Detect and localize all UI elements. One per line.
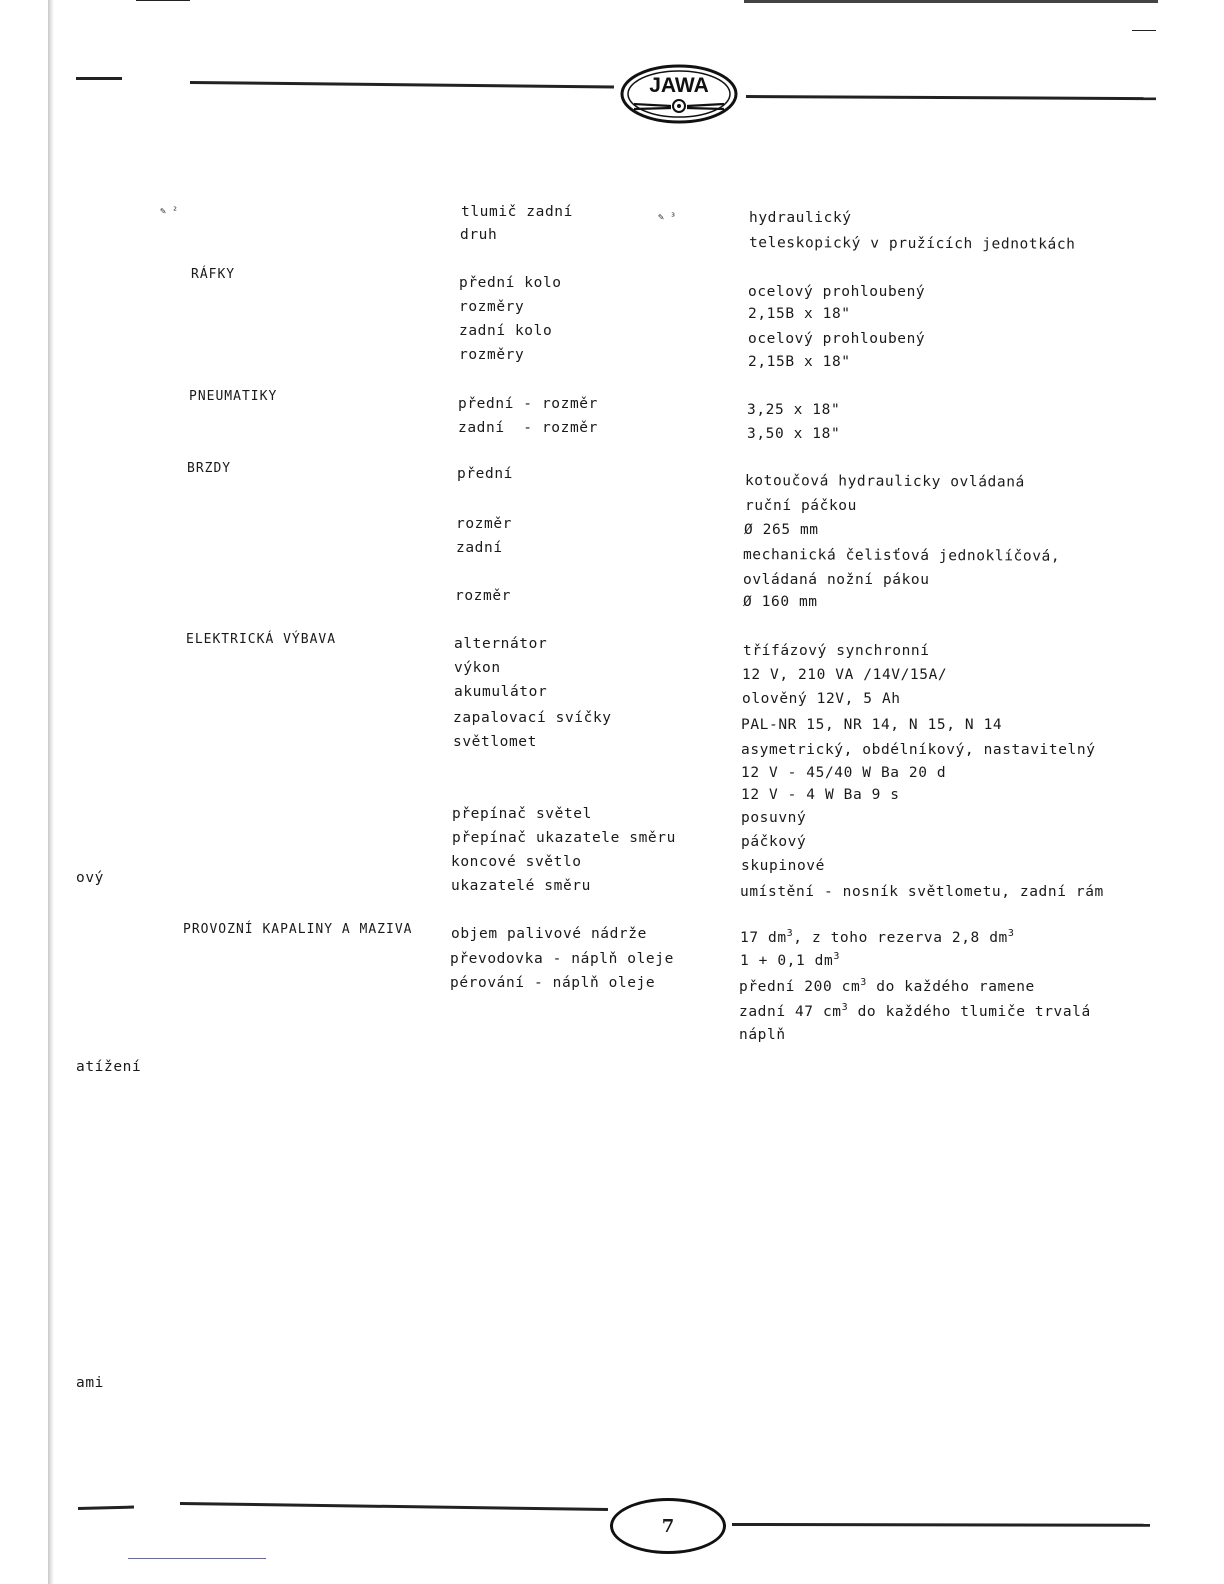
label-objem-palivove-nadrze: objem palivové nádrže — [451, 926, 647, 942]
stray-mark-middle: ✎ ³ — [658, 212, 677, 223]
label-prepinac-svetel: přepínač světel — [452, 806, 592, 822]
label-prepinac-ukazatele-smeru: přepínač ukazatele směru — [452, 830, 676, 846]
top-edge-mark-left — [136, 0, 190, 1]
header-rule-right — [746, 95, 1156, 100]
right-edge-mark — [1132, 30, 1156, 31]
value-akumulator: olověný 12V, 5 Ah — [742, 691, 901, 707]
label-ukazatele-smeru: ukazatelé směru — [451, 878, 591, 894]
value-pneu-predni: 3,25 x 18" — [747, 402, 841, 418]
value-ovladana-nozni-pakou: ovládaná nožní pákou — [743, 572, 930, 588]
value-skupinove: skupinové — [741, 858, 825, 874]
value-perovani-predni: přední 200 $cm^3$ do každého ramene — [739, 977, 1035, 995]
jawa-logo — [620, 64, 738, 124]
value-zarovka-parkovaci: 12 V - 4 W Ba 9 s — [741, 787, 900, 803]
label-zapalovaci-svicky: zapalovací svíčky — [453, 710, 612, 726]
section-brzdy: BRZDY — [187, 461, 232, 476]
header-rule-left-short — [76, 77, 122, 80]
label-predni: přední — [457, 466, 513, 482]
margin-fragment: ový — [76, 870, 104, 886]
value-zarovka-hlavni: 12 V - 45/40 W Ba 20 d — [741, 765, 947, 781]
value-packovy: páčkový — [741, 834, 807, 850]
label-druh: druh — [460, 227, 498, 243]
stray-mark-left: ✎ ² — [160, 206, 179, 217]
label-rozmer: rozměr — [455, 588, 511, 604]
label-zadni-kolo: zadní kolo — [459, 323, 553, 339]
label-rozmery: rozměry — [459, 347, 525, 363]
section-provozni-kapaliny: PROVOZNÍ KAPALINY A MAZIVA — [183, 922, 413, 937]
value-vykon: 12 V, 210 VA /14V/15A/ — [742, 667, 948, 683]
label-zadni: zadní — [456, 540, 503, 556]
label-akumulator: akumulátor — [454, 684, 548, 700]
value-napln: náplň — [739, 1027, 786, 1043]
label-vykon: výkon — [454, 660, 501, 676]
value-prumer-160: Ø 160 mm — [743, 594, 818, 610]
svg-text:JAWA: JAWA — [649, 74, 709, 97]
margin-fragment: atížení — [76, 1059, 142, 1075]
label-alternator: alternátor — [454, 636, 548, 652]
section-rafky: RÁFKY — [191, 267, 236, 282]
label-rozmer: rozměr — [456, 516, 512, 532]
value-svicky: PAL-NR 15, NR 14, N 15, N 14 — [741, 717, 1003, 733]
value-ocelovy-prohloubeny: ocelový prohloubený — [748, 331, 926, 347]
header-rule-left — [190, 81, 614, 88]
value-prevodovka-olej: 1 + 0,1 $dm^3$ — [740, 951, 840, 969]
value-rozmer-rafku: 2,15B x 18" — [748, 354, 851, 370]
label-predni-rozmer: přední - rozměr — [458, 396, 598, 412]
label-svetlomet: světlomet — [453, 734, 537, 750]
value-hydraulicky: hydraulický — [749, 210, 852, 226]
value-kotoucova: kotoučová hydraulicky ovládaná — [744, 473, 1025, 491]
bottom-edge-mark — [128, 1558, 266, 1559]
label-rozmery: rozměry — [459, 299, 525, 315]
label-perovani-napln: pérování - náplň oleje — [450, 975, 656, 991]
label-zadni-rozmer: zadní - rozměr — [458, 420, 598, 436]
label-predni-kolo: přední kolo — [459, 275, 562, 291]
value-ocelovy-prohloubeny: ocelový prohloubený — [748, 284, 926, 300]
page-number: 7 — [610, 1498, 726, 1554]
section-elektricka-vybava: ELEKTRICKÁ VÝBAVA — [186, 632, 337, 647]
value-svetlomet: asymetrický, obdélníkový, nastavitelný — [741, 742, 1096, 758]
value-rucni-packou: ruční páčkou — [745, 498, 857, 514]
value-objem-nadrze: 17 $dm^3$, z toho rezerva 2,8 $dm^3$ — [740, 928, 1015, 946]
value-prumer-265: Ø 265 mm — [744, 522, 819, 538]
label-prevodovka-napln: převodovka - náplň oleje — [450, 951, 674, 967]
margin-fragment: ami — [76, 1375, 104, 1391]
label-koncove-svetlo: koncové světlo — [451, 854, 582, 870]
top-edge-mark-right — [744, 0, 1158, 3]
value-trifazovy: třífázový synchronní — [743, 643, 930, 659]
footer-rule-right — [732, 1523, 1150, 1527]
footer-rule-left — [180, 1502, 608, 1511]
value-umisteni: umístění - nosník světlometu, zadní rám — [740, 884, 1104, 900]
binder-edge — [48, 0, 54, 1584]
value-perovani-zadni: zadní 47 $cm^3$ do každého tlumiče trvalá — [739, 1002, 1091, 1020]
value-pneu-zadni: 3,50 x 18" — [747, 426, 841, 442]
value-mechanicka: mechanická čelisťová jednoklíčová, — [742, 547, 1061, 565]
label-tlumic-zadni: tlumič zadní — [461, 204, 573, 220]
value-rozmer-rafku: 2,15B x 18" — [748, 306, 851, 322]
value-teleskopicky: teleskopický v pružících jednotkách — [748, 235, 1076, 253]
footer-rule-left-short — [78, 1506, 134, 1510]
section-pneumatiky: PNEUMATIKY — [189, 389, 278, 404]
value-posuvny: posuvný — [741, 810, 807, 826]
